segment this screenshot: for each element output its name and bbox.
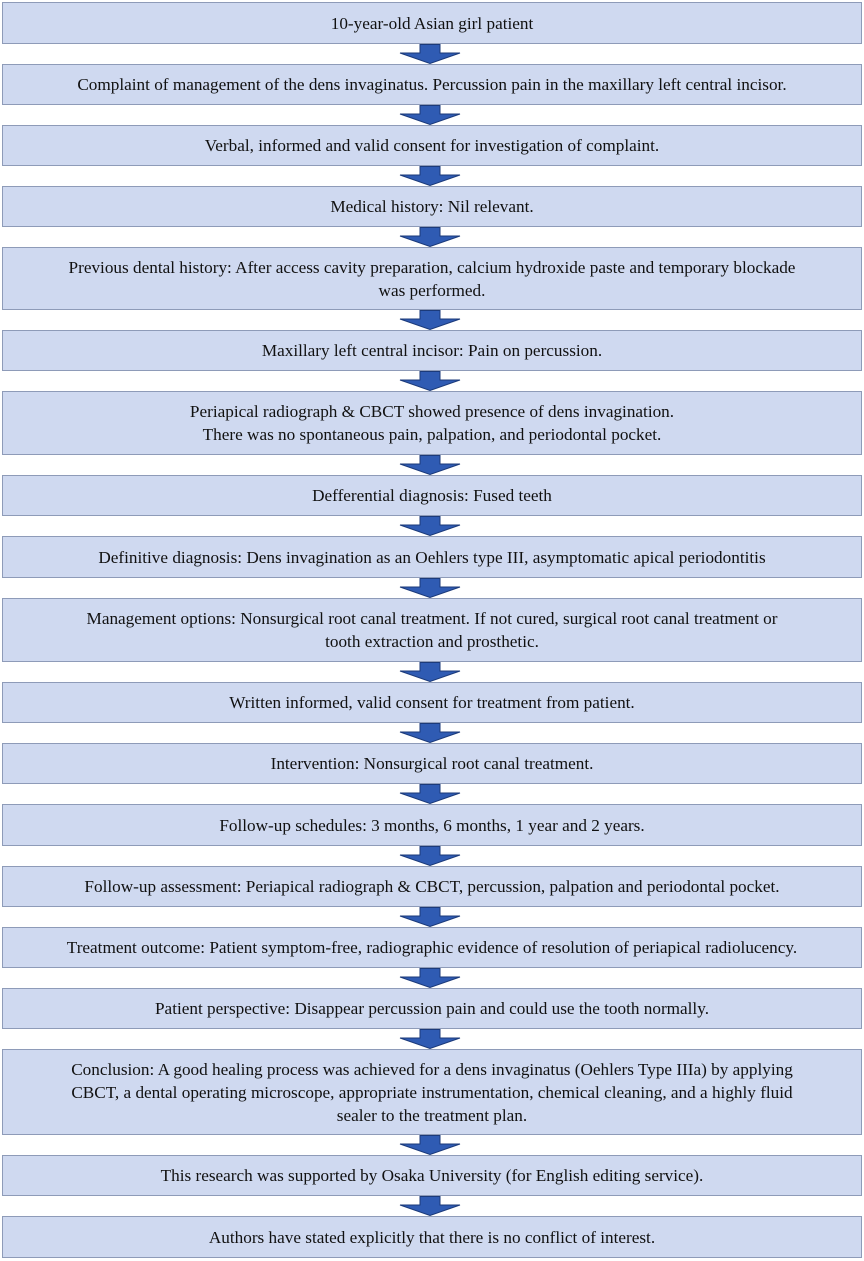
step-conflict-of-interest-text: Authors have stated explicitly that there is no conflict of interest. <box>208 1227 656 1247</box>
arrow-down-icon <box>398 371 462 391</box>
step-conclusion-text: Conclusion: A good healing process was achieved for a dens invaginatus (Oehlers Type IIIa) by applying CBCT, a dental operating microscope, appropriate instrumentation, chemical cleaning, and a highly fluid sealer to the treatment plan. <box>71 1059 793 1125</box>
step-treatment-outcome <box>2 927 862 968</box>
step-consent-investigation <box>2 125 862 166</box>
step-follow-up-schedules <box>2 804 862 846</box>
step-treatment-consent-text: Written informed, valid consent for treatment from patient. <box>229 693 635 712</box>
step-follow-up-assessment-text: Follow-up assessment: Periapical radiograph & CBCT, percussion, palpation and periodontal pocket. <box>84 877 780 896</box>
step-differential-diagnosis-text: Defferential diagnosis: Fused teeth <box>312 486 552 505</box>
step-management-options <box>2 598 862 662</box>
step-patient <box>2 2 862 44</box>
arrow-down-icon <box>398 44 462 64</box>
step-conflict-of-interest <box>2 1216 862 1258</box>
step-dental-history <box>2 247 862 310</box>
step-treatment-outcome-text: Treatment outcome: Patient symptom-free, radiographic evidence of resolution of periapical radiolucency. <box>66 938 798 957</box>
step-funding <box>2 1155 862 1196</box>
step-complaint-text: Complaint of management of the dens invaginatus. Percussion pain in the maxillary left central incisor. <box>77 75 787 94</box>
step-follow-up-schedules-text: Follow-up schedules: 3 months, 6 months, 1 year and 2 years. <box>219 815 645 835</box>
step-incisor-pain-text: Maxillary left central incisor: Pain on percussion. <box>261 341 603 360</box>
arrow-down-icon <box>398 455 462 475</box>
step-funding-text: This research was supported by Osaka University (for English editing service). <box>160 1166 704 1185</box>
arrow-down-icon <box>398 227 462 247</box>
arrow-down-icon <box>398 1029 462 1049</box>
arrow-down-icon <box>398 784 462 804</box>
step-patient-text: 10-year-old Asian girl patient <box>330 13 534 33</box>
arrow-down-icon <box>398 846 462 866</box>
arrow-down-icon <box>398 1135 462 1155</box>
arrow-down-icon <box>398 1196 462 1216</box>
arrow-down-icon <box>398 578 462 598</box>
step-consent-investigation-text: Verbal, informed and valid consent for investigation of complaint. <box>204 136 660 155</box>
step-management-options-text: Management options: Nonsurgical root canal treatment. If not cured, surgical root canal treatment or tooth extraction and prosthetic. <box>86 609 778 651</box>
step-conclusion <box>2 1049 862 1135</box>
step-radiograph-text: Periapical radiograph & CBCT showed presence of dens invagination. There was no spontaneous pain, palpation, and periodontal pocket. <box>189 402 675 444</box>
step-differential-diagnosis <box>2 475 862 516</box>
step-intervention-text: Intervention: Nonsurgical root canal treatment. <box>270 754 594 773</box>
step-medical-history <box>2 186 862 227</box>
step-medical-history-text: Medical history: Nil relevant. <box>330 197 534 216</box>
step-incisor-pain <box>2 330 862 371</box>
step-dental-history-text: Previous dental history: After access cavity preparation, calcium hydroxide paste and temporary blockade was performed. <box>68 257 796 300</box>
arrow-down-icon <box>398 105 462 125</box>
arrow-down-icon <box>398 968 462 988</box>
step-patient-perspective <box>2 988 862 1029</box>
arrow-down-icon <box>398 310 462 330</box>
arrow-down-icon <box>398 907 462 927</box>
step-treatment-consent <box>2 682 862 723</box>
arrow-down-icon <box>398 662 462 682</box>
step-patient-perspective-text: Patient perspective: Disappear percussion pain and could use the tooth normally. <box>155 999 709 1018</box>
arrow-down-icon <box>398 723 462 743</box>
step-definitive-diagnosis-text: Definitive diagnosis: Dens invagination as an Oehlers type III, asymptomatic apical periodontitis <box>98 547 766 567</box>
step-follow-up-assessment <box>2 866 862 907</box>
step-complaint <box>2 64 862 105</box>
arrow-down-icon <box>398 516 462 536</box>
step-intervention <box>2 743 862 784</box>
step-radiograph <box>2 391 862 455</box>
arrow-down-icon <box>398 166 462 186</box>
step-definitive-diagnosis <box>2 536 862 578</box>
